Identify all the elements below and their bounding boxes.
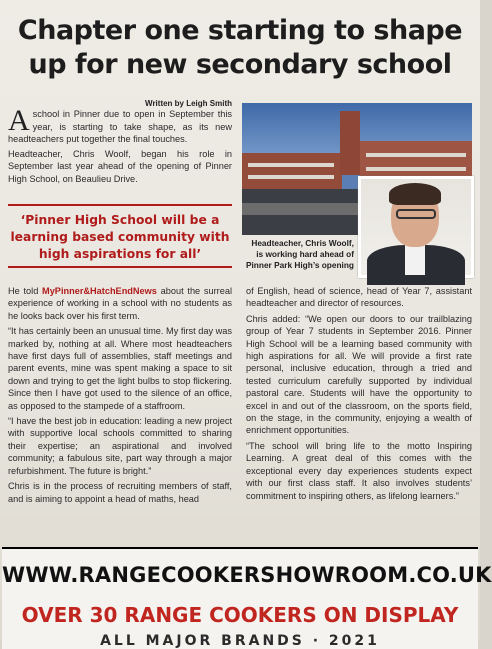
- intro-text: [8, 104, 232, 188]
- photo-window-row: [248, 163, 334, 167]
- portrait-shirt: [405, 245, 425, 275]
- pull-quote: ‘Pinner High School will be a learning based community with high aspirations for all’: [10, 213, 230, 261]
- body-column-left: [8, 285, 232, 508]
- body-left-paragraph-2: “It has certainly been an unusual time. My first day was marked by, nothing at all. Where most headteachers have first days full of assemblies, staff meetings and parent events, mine was spent making a space to sit down and trying to get the light bulbs to stop flickering. Since then I have got used to the silence of an office, as opposed to the stampede of a staffroom.: [8, 326, 232, 411]
- article-headline: Chapter one starting to shape up for new secondary school: [17, 15, 463, 80]
- photo-window-row: [366, 167, 466, 171]
- advert-extra: ALL MAJOR BRANDS · 2021: [100, 633, 380, 649]
- body-left-p1-prefix: He told: [8, 286, 43, 296]
- photo-caption: Headteacher, Chris Woolf, is working hard ahead of Pinner Park High’s opening: [245, 238, 354, 270]
- intro-paragraph-2: Headteacher, Chris Woolf, began his role in September last year ahead of the opening of Pinner High School, on Beaulieu Drive.: [8, 148, 232, 184]
- portrait-hair: [389, 183, 441, 205]
- body-left-p1-suffix: about the surreal experience of working in a school with no students as he looks back over his first term.: [8, 286, 232, 321]
- quote-rule-top: [8, 204, 232, 206]
- body-left-paragraph-4: Chris is in the process of recruiting members of staff, and is aiming to appoint a head of maths, head: [8, 481, 232, 504]
- body-left-paragraph-3: “I have the best job in education: leading a new project with supportive local schools committed to sharing their expertise; an aspirational and involved community; a fabulous site, part way through a major refurbishment. The future is bright.”: [8, 416, 232, 476]
- intro-paragraph-1: [8, 104, 232, 146]
- body-right-paragraph-3: “The school will bring life to the motto Inspiring Learning. A great deal of this comes with the exceptional every day experiences students expect with our first class staff. It also involves students’ commitment to inspiring others, as lifelong learners.”: [246, 440, 472, 501]
- body-left-paragraph-1: [8, 285, 232, 322]
- body-right-paragraph-1: of English, head of science, head of Year 7, assistant headteacher and director of resources.: [246, 286, 472, 309]
- photo-window-row: [366, 153, 466, 157]
- byline: Written by Leigh Smith: [145, 99, 232, 108]
- advertisement-banner: [2, 547, 492, 649]
- headteacher-portrait-photo: [358, 176, 474, 278]
- photo-window-row: [248, 175, 334, 179]
- photo-building-left: [242, 153, 342, 189]
- quote-rule-bottom: [8, 266, 232, 268]
- advert-tagline: OVER 30 RANGE COOKERS ON DISPLAY: [21, 603, 459, 627]
- drop-cap: A: [8, 104, 30, 137]
- intro-p1-text: school in Pinner due to open in September this year, is starting to take shape, as its new headteachers put together the final touches.: [8, 109, 232, 145]
- publication-name: MyPinner&HatchEndNews: [42, 286, 157, 296]
- advert-url: WWW.RANGECOOKERSHOWROOM.CO.UK: [2, 563, 492, 587]
- photo-tower: [340, 111, 360, 175]
- portrait-glasses: [396, 209, 436, 219]
- body-column-right: [246, 285, 472, 505]
- body-right-paragraph-2: Chris added: “We open our doors to our trailblazing group of Year 7 students in September 2016. Pinner High School will be a learning based community with high aspirations for all. We will provide a first rate personal, inclusive education, through a tried and tested curriculum carefully supported by individual pastoral care. Students will have the opportunity to excel in and out of the classroom, on the sports field, on the stage, in the community, enjoying a wealth of enrichment opportunities.: [246, 313, 472, 436]
